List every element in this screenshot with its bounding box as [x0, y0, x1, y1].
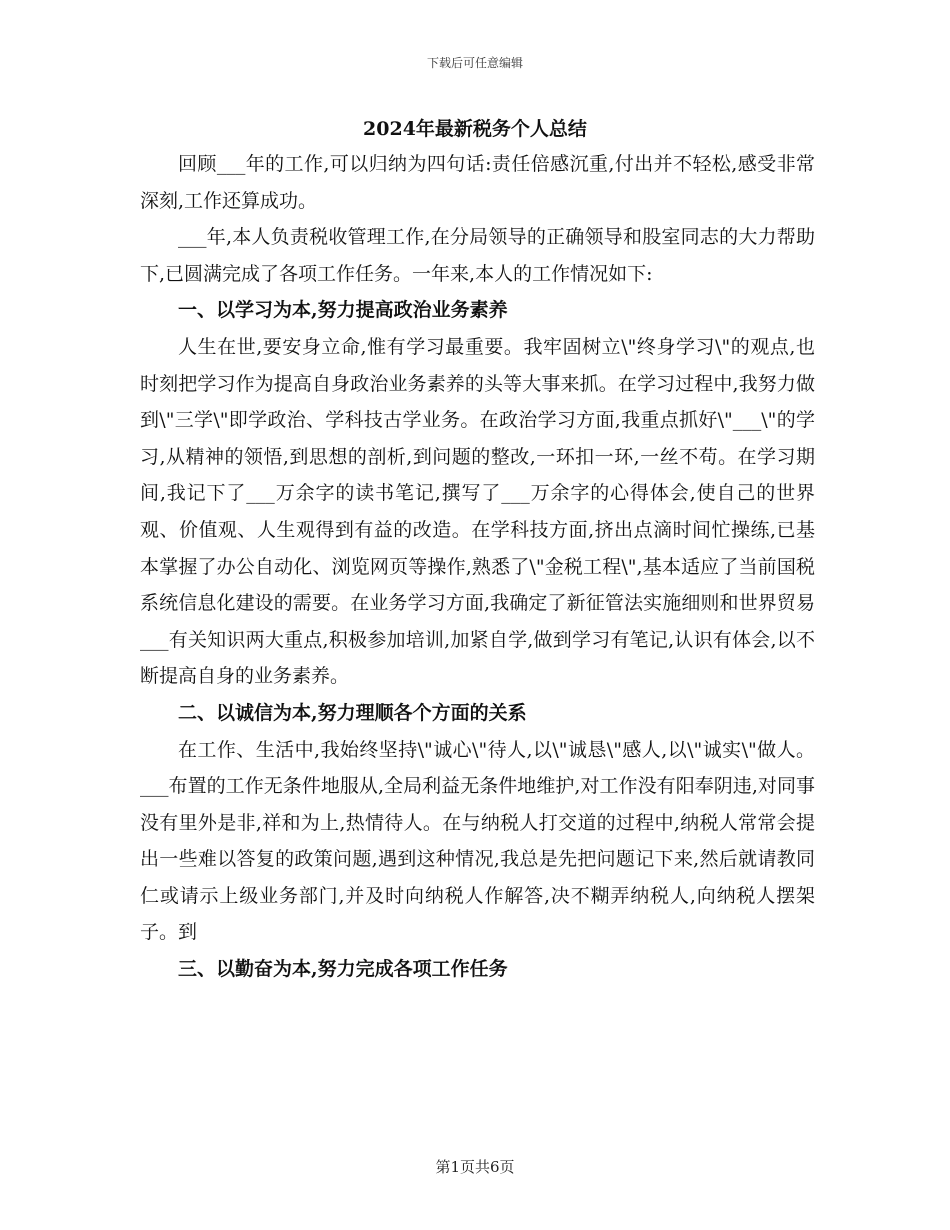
intro-paragraph-2: ___年,本人负责税收管理工作,在分局领导的正确领导和股室同志的大力帮助下,已圆满完成了各项工作任务。一年来,本人的工作情况如下:: [140, 226, 815, 285]
section-3-heading: 三、以勤奋为本,努力完成各项工作任务: [178, 958, 508, 981]
page-number: 第1页共6页: [435, 1158, 515, 1176]
document-title: 2024年最新税务个人总结: [363, 118, 587, 140]
section-1-heading: 一、以学习为本,努力提高政治业务素养: [178, 299, 508, 322]
document-body: [140, 146, 815, 988]
section-2-body: 在工作、生活中,我始终坚持\"诚心\"待人,以\"诚恳\"感人,以\"诚实\"做人。___布置的工作无条件地服从,全局利益无条件地维护,对工作没有阳奉阴违,对同事没有里外是非,祥和为上,热情待人。在与纳税人打交道的过程中,纳税人常常会提出一些难以答复的政策问题,遇到这种情况,我总是先把问题记下来,然后就请教同仁或请示上级业务部门,并及时向纳税人作解答,决不糊弄纳税人,向纳税人摆架子。到: [140, 738, 815, 944]
section-1-body: 人生在世,要安身立命,惟有学习最重要。我牢固树立\"终身学习\"的观点,也时刻把学习作为提高自身政治业务素养的头等大事来抓。在学习过程中,我努力做到\"三学\"即学政治、学科技古学业务。在政治学习方面,我重点抓好\"___\"的学习,从精神的领悟,到思想的剖析,到问题的整改,一环扣一环,一丝不苟。在学习期间,我记下了___万余字的读书笔记,撰写了___万余字的心得体会,使自己的世界观、价值观、人生观得到有益的改造。在学科技方面,挤出点滴时间忙操练,已基本掌握了办公自动化、浏览网页等操作,熟悉了\"金税工程\",基本适应了当前国税系统信息化建设的需要。在业务学习方面,我确定了新征管法实施细则和世界贸易___有关知识两大重点,积极参加培训,加紧自学,做到学习有笔记,认识有体会,以不断提高自身的业务素养。: [140, 335, 815, 688]
section-2-heading: 二、以诚信为本,努力理顺各个方面的关系: [178, 701, 527, 724]
header-note: 下载后可任意编辑: [426, 56, 523, 70]
intro-paragraph-1: 回顾___年的工作,可以归纳为四句话:责任倍感沉重,付出并不轻松,感受非常深刻,工作还算成功。: [140, 153, 815, 212]
